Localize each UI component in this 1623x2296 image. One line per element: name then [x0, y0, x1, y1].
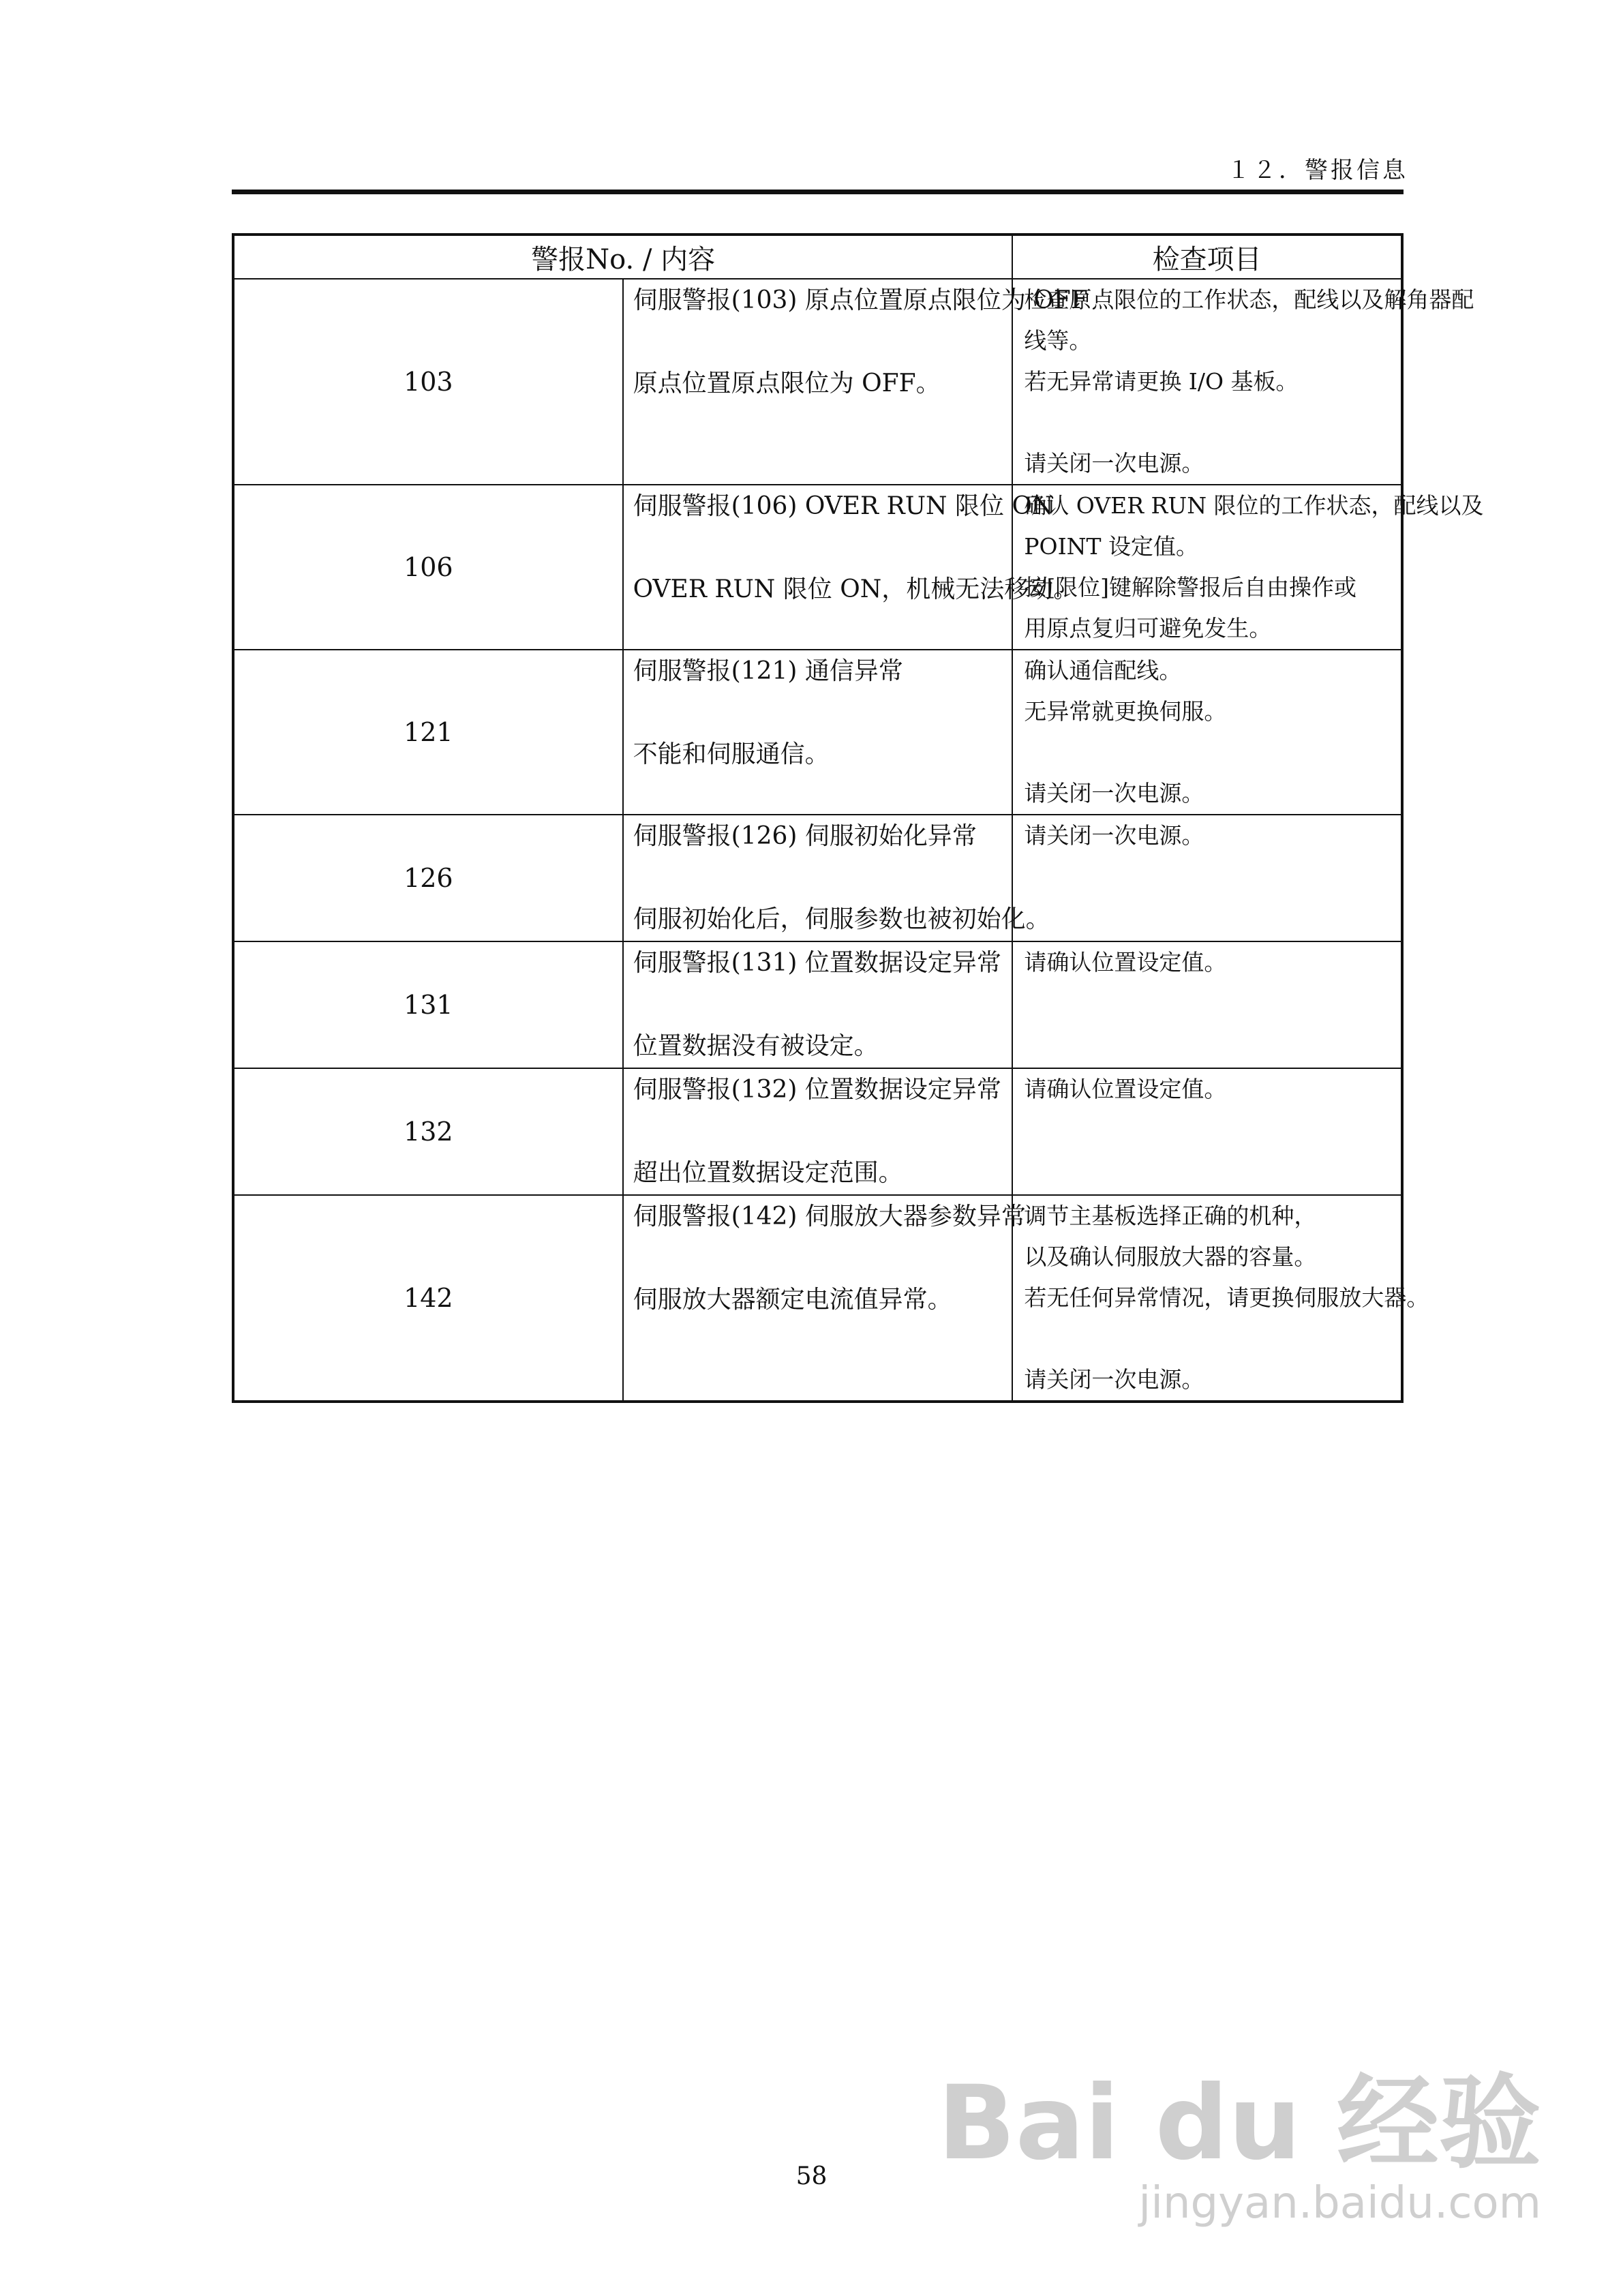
check-items [1012, 1195, 1429, 1402]
table-row [233, 1068, 1402, 1195]
alarm-description: OVER RUN 限位 ON，机械无法移动。 [633, 575, 1078, 603]
check-item-line [1024, 856, 1390, 897]
check-item-line: 线等。 [1024, 327, 1092, 354]
alarm-content [623, 941, 1013, 1068]
alarm-description: 伺服放大器额定电流值异常。 [633, 1286, 952, 1314]
alarm-table [232, 233, 1484, 1403]
check-item-line [1024, 1151, 1390, 1192]
table-header-row [233, 235, 1402, 279]
check-item-line: 以及确认伺服放大器的容量。 [1024, 1243, 1317, 1270]
check-item-line: 请关闭一次电源。 [1024, 1366, 1204, 1393]
check-item-line: POINT 设定值。 [1024, 533, 1198, 560]
table-row [233, 941, 1402, 1068]
check-item-line: 请确认位置设定值。 [1024, 949, 1227, 976]
alarm-code: 106 [233, 485, 623, 650]
check-items [1012, 279, 1474, 485]
check-item-line: 无异常就更换伺服。 [1024, 698, 1227, 725]
alarm-code: 131 [233, 941, 623, 1068]
alarm-content [623, 1068, 1013, 1195]
check-item-line: 请关闭一次电源。 [1024, 822, 1204, 849]
alarm-description: 原点位置原点限位为 OFF。 [633, 369, 941, 397]
table-row [233, 650, 1402, 815]
alarm-code: 126 [233, 815, 623, 941]
check-item-line: 用原点复归可避免发生。 [1024, 615, 1272, 641]
alarm-title: 伺服警报(142) 伺服放大器参数异常 [633, 1203, 1026, 1230]
column-header-content: 警报No. / 内容 [233, 235, 1012, 279]
check-items [1012, 485, 1484, 650]
alarm-title: 伺服警报(132) 位置数据设定异常 [633, 1076, 1001, 1104]
page-number: 58 [795, 2162, 828, 2190]
check-item-line [1024, 983, 1390, 1024]
alarm-title: 伺服警报(131) 位置数据设定异常 [633, 949, 1001, 977]
alarm-content [623, 815, 1050, 941]
watermark-logo: Bai du 经验 [937, 2064, 1541, 2183]
section-title: １２．警报信息 [1227, 157, 1408, 184]
check-items [1012, 650, 1402, 815]
watermark-url: jingyan.baidu.com [1138, 2178, 1541, 2229]
alarm-code: 121 [233, 650, 623, 815]
check-item-line: 若无任何异常情况，请更换伺服放大器。 [1024, 1284, 1429, 1311]
alarm-content [623, 1195, 1026, 1402]
alarm-title: 伺服警报(121) 通信异常 [633, 657, 903, 685]
check-item-line: 若无异常请更换 I/O 基板。 [1024, 368, 1299, 395]
check-item-line: 确认 OVER RUN 限位的工作状态，配线以及 [1024, 492, 1484, 519]
check-item-line [1024, 402, 1390, 443]
alarm-code: 103 [233, 279, 623, 485]
check-item-line: 检查原点限位的工作状态，配线以及解角器配 [1024, 286, 1474, 313]
alarm-table-body [233, 279, 1484, 1402]
header-divider [232, 190, 1404, 194]
table-row [233, 279, 1402, 485]
check-items [1012, 941, 1402, 1068]
column-header-check: 检查项目 [1012, 235, 1402, 279]
table-row [233, 1195, 1402, 1402]
check-items [1012, 1068, 1402, 1195]
table-row [233, 815, 1402, 941]
alarm-content [623, 485, 1078, 650]
alarm-description: 超出位置数据设定范围。 [633, 1159, 903, 1187]
check-item-line: 调节主基板选择正确的机种， [1024, 1203, 1317, 1229]
check-item-line: 确认通信配线。 [1024, 657, 1182, 684]
check-item-line [1024, 1318, 1390, 1359]
check-item-line: 按[限位]键解除警报后自由操作或 [1024, 574, 1357, 601]
alarm-title: 伺服警报(103) 原点位置原点限位为 OFF [633, 286, 1088, 314]
alarm-title: 伺服警报(106) OVER RUN 限位 ON [633, 492, 1054, 520]
check-item-line [1024, 897, 1390, 938]
check-item-line [1024, 1024, 1390, 1065]
alarm-description: 伺服初始化后，伺服参数也被初始化。 [633, 905, 1050, 933]
check-item-line: 请确认位置设定值。 [1024, 1076, 1227, 1102]
check-item-line [1024, 1110, 1390, 1151]
alarm-code: 132 [233, 1068, 623, 1195]
alarm-description: 位置数据没有被设定。 [633, 1032, 879, 1060]
check-item-line: 请关闭一次电源。 [1024, 450, 1204, 477]
alarm-code: 142 [233, 1195, 623, 1402]
check-items [1012, 815, 1402, 941]
table-row [233, 485, 1402, 650]
check-item-line [1024, 732, 1390, 773]
baidu-jingyan-watermark [937, 2064, 1541, 2229]
alarm-description: 不能和伺服通信。 [633, 740, 830, 768]
check-item-line: 请关闭一次电源。 [1024, 780, 1204, 806]
alarm-content [623, 650, 1013, 815]
alarm-title: 伺服警报(126) 伺服初始化异常 [633, 822, 977, 850]
